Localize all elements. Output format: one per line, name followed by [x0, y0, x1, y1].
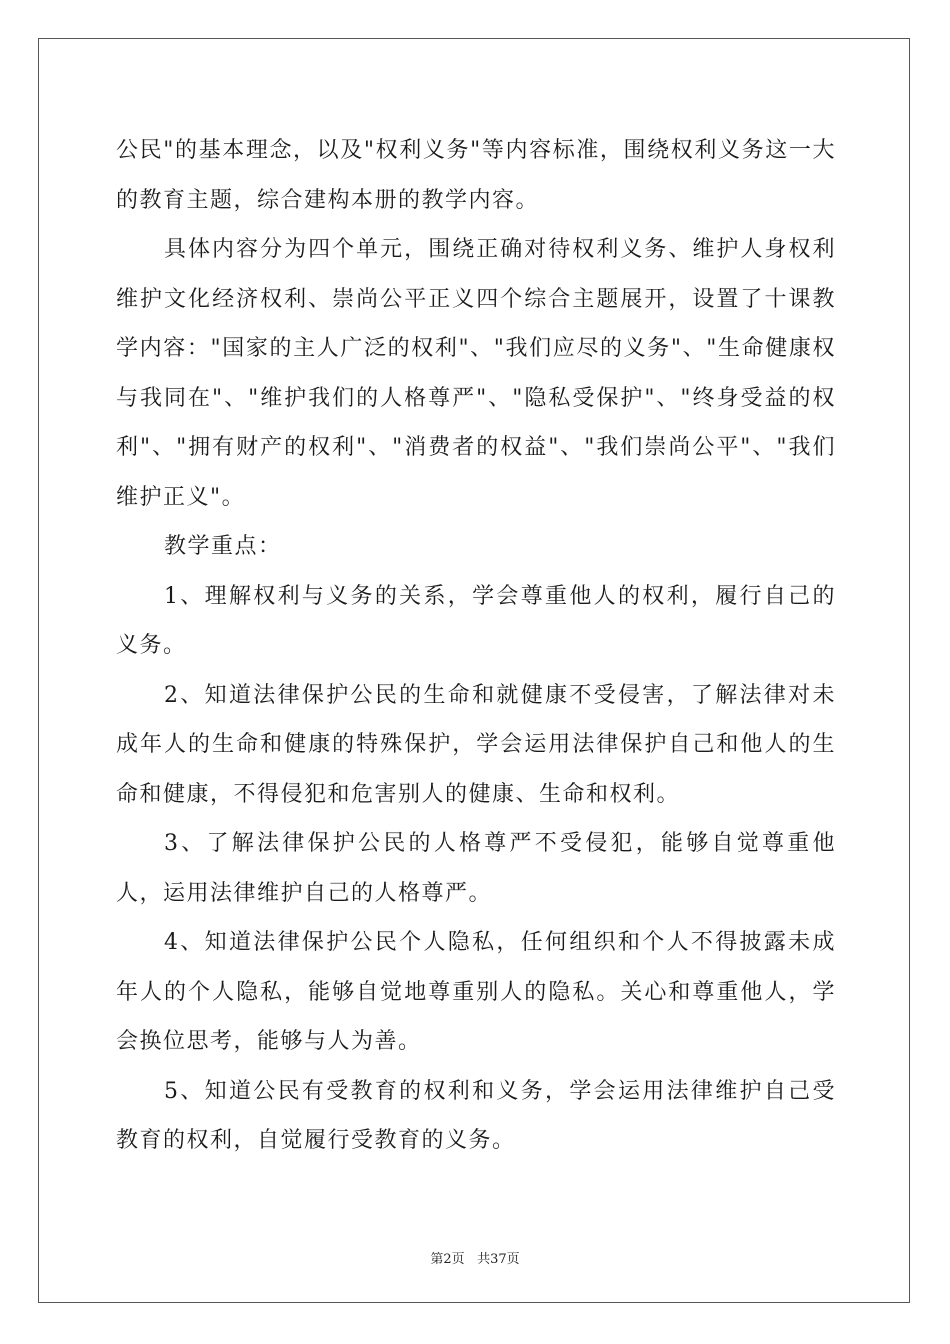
- list-item-5: 5、知道公民有受教育的权利和义务，学会运用法律维护自己受教育的权利，自觉履行受教育的义务。: [116, 1078, 836, 1153]
- page-footer: [0, 1248, 950, 1267]
- section-heading: 教学重点：: [164, 534, 282, 559]
- paragraph-1: 公民"的基本理念，以及"权利义务"等内容标准，围绕权利义务这一大的教育主题，综合建构本册的教学内容。: [116, 138, 836, 213]
- list-item-2: 2、知道法律保护公民的生命和就健康不受侵害，了解法律对未成年人的生命和健康的特殊保护，学会运用法律保护自己和他人的生命和健康，不得侵犯和危害别人的健康、生命和权利。: [116, 682, 836, 807]
- page-number: 第2页: [430, 1252, 465, 1267]
- list-item-1: 1、理解权利与义务的关系，学会尊重他人的权利，履行自己的义务。: [116, 583, 836, 658]
- document-body: [116, 126, 836, 1166]
- page-total: 共37页: [477, 1252, 520, 1267]
- paragraph-2: 具体内容分为四个单元，围绕正确对待权利义务、维护人身权利维护文化经济权利、崇尚公平正义四个综合主题展开，设置了十课教学内容："国家的主人广泛的权利"、"我们应尽的义务"、"生命健康权与我同在"、"维护我们的人格尊严"、"隐私受保护"、"终身受益的权利"、"拥有财产的权利"、"消费者的权益"、"我们崇尚公平"、"我们维护正义"。: [116, 237, 836, 510]
- list-item-3: 3、了解法律保护公民的人格尊严不受侵犯，能够自觉尊重他人，运用法律维护自己的人格尊严。: [116, 831, 836, 906]
- list-item-4: 4、知道法律保护公民个人隐私，任何组织和个人不得披露未成年人的个人隐私，能够自觉地尊重别人的隐私。关心和尊重他人，学会换位思考，能够与人为善。: [116, 930, 836, 1054]
